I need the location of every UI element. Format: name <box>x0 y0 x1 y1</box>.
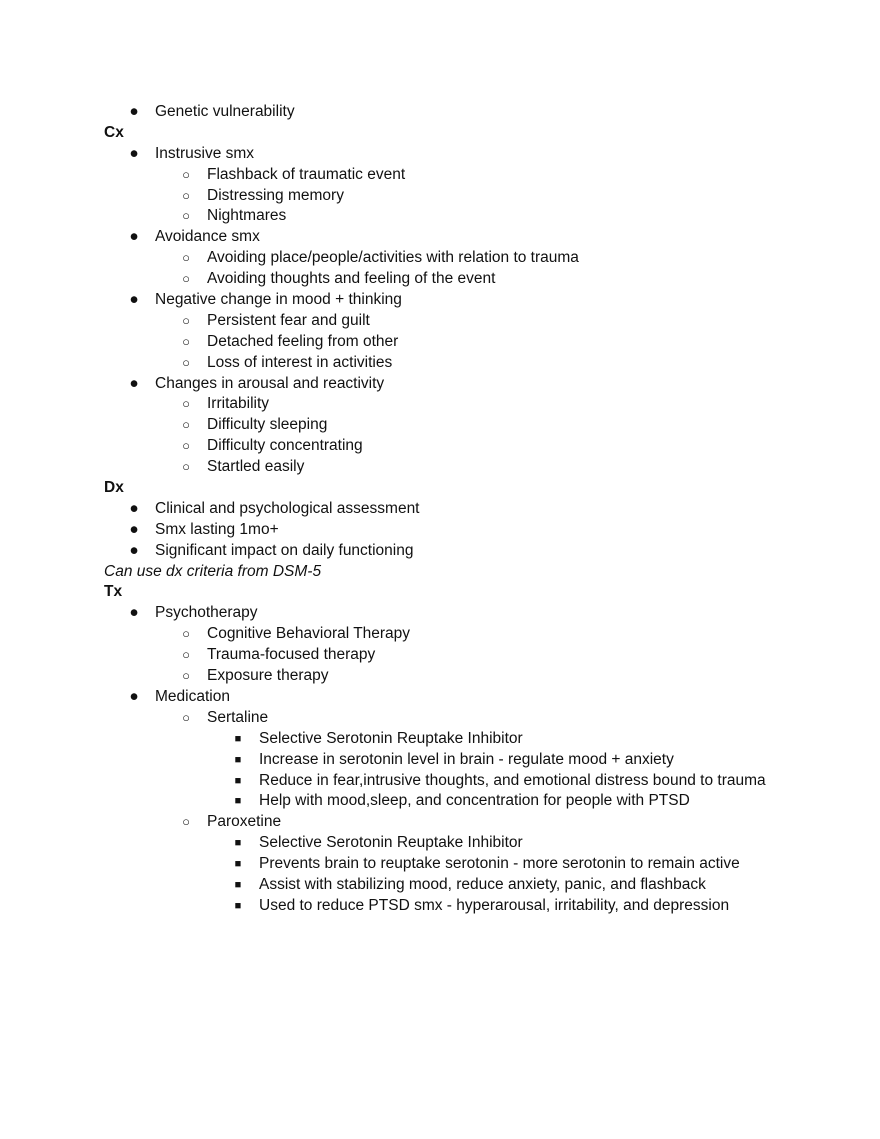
sub-list-item <box>0 415 880 436</box>
bullet-marker: ● <box>129 520 139 538</box>
item-text: Irritability <box>207 395 270 413</box>
bullet-marker: ○ <box>182 709 190 725</box>
sub-sub-list-item <box>0 833 880 854</box>
item-text: Increase in serotonin level in brain - regulate mood + anxiety <box>259 750 674 768</box>
item-text: Distressing memory <box>207 186 344 204</box>
bullet-marker: ● <box>129 604 139 622</box>
section-heading <box>0 123 880 144</box>
list-item <box>0 520 880 541</box>
bullet-marker: ● <box>129 687 139 705</box>
list-item <box>0 102 880 123</box>
bullet-marker: ○ <box>182 417 190 433</box>
sub-list-item <box>0 332 880 353</box>
bullet-marker: ■ <box>234 732 242 745</box>
sub-list-item <box>0 394 880 415</box>
bullet-marker: ● <box>129 541 139 559</box>
bullet-marker: ○ <box>182 814 190 830</box>
item-text: Nightmares <box>207 207 287 225</box>
item-text: Prevents brain to reuptake serotonin - more serotonin to remain active <box>259 855 740 873</box>
sub-list-item <box>0 812 880 833</box>
list-item <box>0 144 880 165</box>
sub-list-item <box>0 269 880 290</box>
heading-text: Dx <box>104 479 124 497</box>
sub-list-item <box>0 186 880 207</box>
sub-sub-list-item <box>0 875 880 896</box>
list-item <box>0 374 880 395</box>
bullet-marker: ■ <box>234 899 242 912</box>
sub-sub-list-item <box>0 791 880 812</box>
item-text: Medication <box>155 687 230 705</box>
bullet-marker: ○ <box>182 250 190 266</box>
bullet-marker: ■ <box>234 878 242 891</box>
heading-text: Cx <box>104 123 124 141</box>
item-text: Smx lasting 1mo+ <box>155 520 279 538</box>
item-text: Significant impact on daily functioning <box>155 541 414 559</box>
item-text: Genetic vulnerability <box>155 103 295 120</box>
item-text: Used to reduce PTSD smx - hyperarousal, irritability, and depression <box>259 896 730 914</box>
item-text: Startled easily <box>207 458 305 476</box>
bullet-marker: ○ <box>182 271 190 287</box>
list-item <box>0 603 880 624</box>
sub-sub-list-item <box>0 729 880 750</box>
item-text: Flashback of traumatic event <box>207 165 406 183</box>
item-text: Difficulty concentrating <box>207 437 363 455</box>
section-heading <box>0 582 880 603</box>
list-item <box>0 227 880 248</box>
sub-list-item <box>0 311 880 332</box>
sub-list-item <box>0 206 880 227</box>
sub-list-item <box>0 165 880 186</box>
bullet-marker: ○ <box>182 312 190 328</box>
bullet-marker: ■ <box>234 774 242 787</box>
bullet-marker: ○ <box>182 333 190 349</box>
sub-list-item <box>0 708 880 729</box>
bullet-marker: ● <box>129 374 139 392</box>
item-text: Exposure therapy <box>207 667 329 685</box>
bullet-marker: ■ <box>234 837 242 850</box>
item-text: Avoidance smx <box>155 228 260 246</box>
sub-sub-list-item <box>0 750 880 771</box>
note-line <box>0 562 880 583</box>
bullet-marker: ● <box>129 499 139 517</box>
item-text: Loss of interest in activities <box>207 353 393 371</box>
bullet-marker: ○ <box>182 647 190 663</box>
bullet-marker: ○ <box>182 626 190 642</box>
bullet-marker: ○ <box>182 354 190 370</box>
sub-sub-list-item <box>0 854 880 875</box>
bullet-marker: ● <box>129 103 139 120</box>
sub-list-item <box>0 645 880 666</box>
list-item <box>0 687 880 708</box>
item-text: Paroxetine <box>207 813 282 831</box>
item-text: Selective Serotonin Reuptake Inhibitor <box>259 729 523 747</box>
sub-list-item <box>0 353 880 374</box>
item-text: Negative change in mood + thinking <box>155 291 402 309</box>
bullet-marker: ■ <box>234 753 242 766</box>
bullet-marker: ● <box>129 144 139 162</box>
bullet-marker: ○ <box>182 438 190 454</box>
bullet-marker: ○ <box>182 459 190 475</box>
sub-list-item <box>0 624 880 645</box>
list-item <box>0 290 880 311</box>
item-text: Persistent fear and guilt <box>207 311 370 329</box>
item-text: Trauma-focused therapy <box>207 646 376 664</box>
item-text: Selective Serotonin Reuptake Inhibitor <box>259 834 523 852</box>
sub-list-item <box>0 436 880 457</box>
sub-list-item <box>0 666 880 687</box>
item-text: Reduce in fear,intrusive thoughts, and emotional distress bound to trauma <box>259 771 766 789</box>
item-text: Cognitive Behavioral Therapy <box>207 625 411 643</box>
item-text: Psychotherapy <box>155 604 258 622</box>
sub-list-item <box>0 248 880 269</box>
item-text: Avoiding thoughts and feeling of the event <box>207 270 496 288</box>
list-item <box>0 499 880 520</box>
item-text: Can use dx criteria from DSM-5 <box>104 562 322 580</box>
item-text: Help with mood,sleep, and concentration for people with PTSD <box>259 792 690 810</box>
bullet-marker: ■ <box>234 858 242 871</box>
sub-list-item <box>0 457 880 478</box>
document-body <box>0 102 880 917</box>
bullet-marker: ○ <box>182 166 190 182</box>
item-text: Clinical and psychological assessment <box>155 499 420 517</box>
list-item <box>0 541 880 562</box>
sub-sub-list-item <box>0 896 880 917</box>
item-text: Detached feeling from other <box>207 332 399 350</box>
item-text: Sertaline <box>207 708 269 726</box>
item-text: Difficulty sleeping <box>207 416 328 434</box>
heading-text: Tx <box>104 583 123 601</box>
bullet-marker: ● <box>129 291 139 309</box>
bullet-marker: ○ <box>182 187 190 203</box>
item-text: Assist with stabilizing mood, reduce anxiety, panic, and flashback <box>259 875 706 893</box>
bullet-marker: ○ <box>182 396 190 412</box>
section-heading <box>0 478 880 499</box>
bullet-marker: ○ <box>182 668 190 684</box>
item-text: Changes in arousal and reactivity <box>155 374 385 392</box>
bullet-marker: ● <box>129 228 139 246</box>
sub-sub-list-item <box>0 771 880 792</box>
bullet-marker: ■ <box>234 795 242 808</box>
item-text: Avoiding place/people/activities with relation to trauma <box>207 249 579 267</box>
item-text: Instrusive smx <box>155 144 255 162</box>
bullet-marker: ○ <box>182 208 190 224</box>
